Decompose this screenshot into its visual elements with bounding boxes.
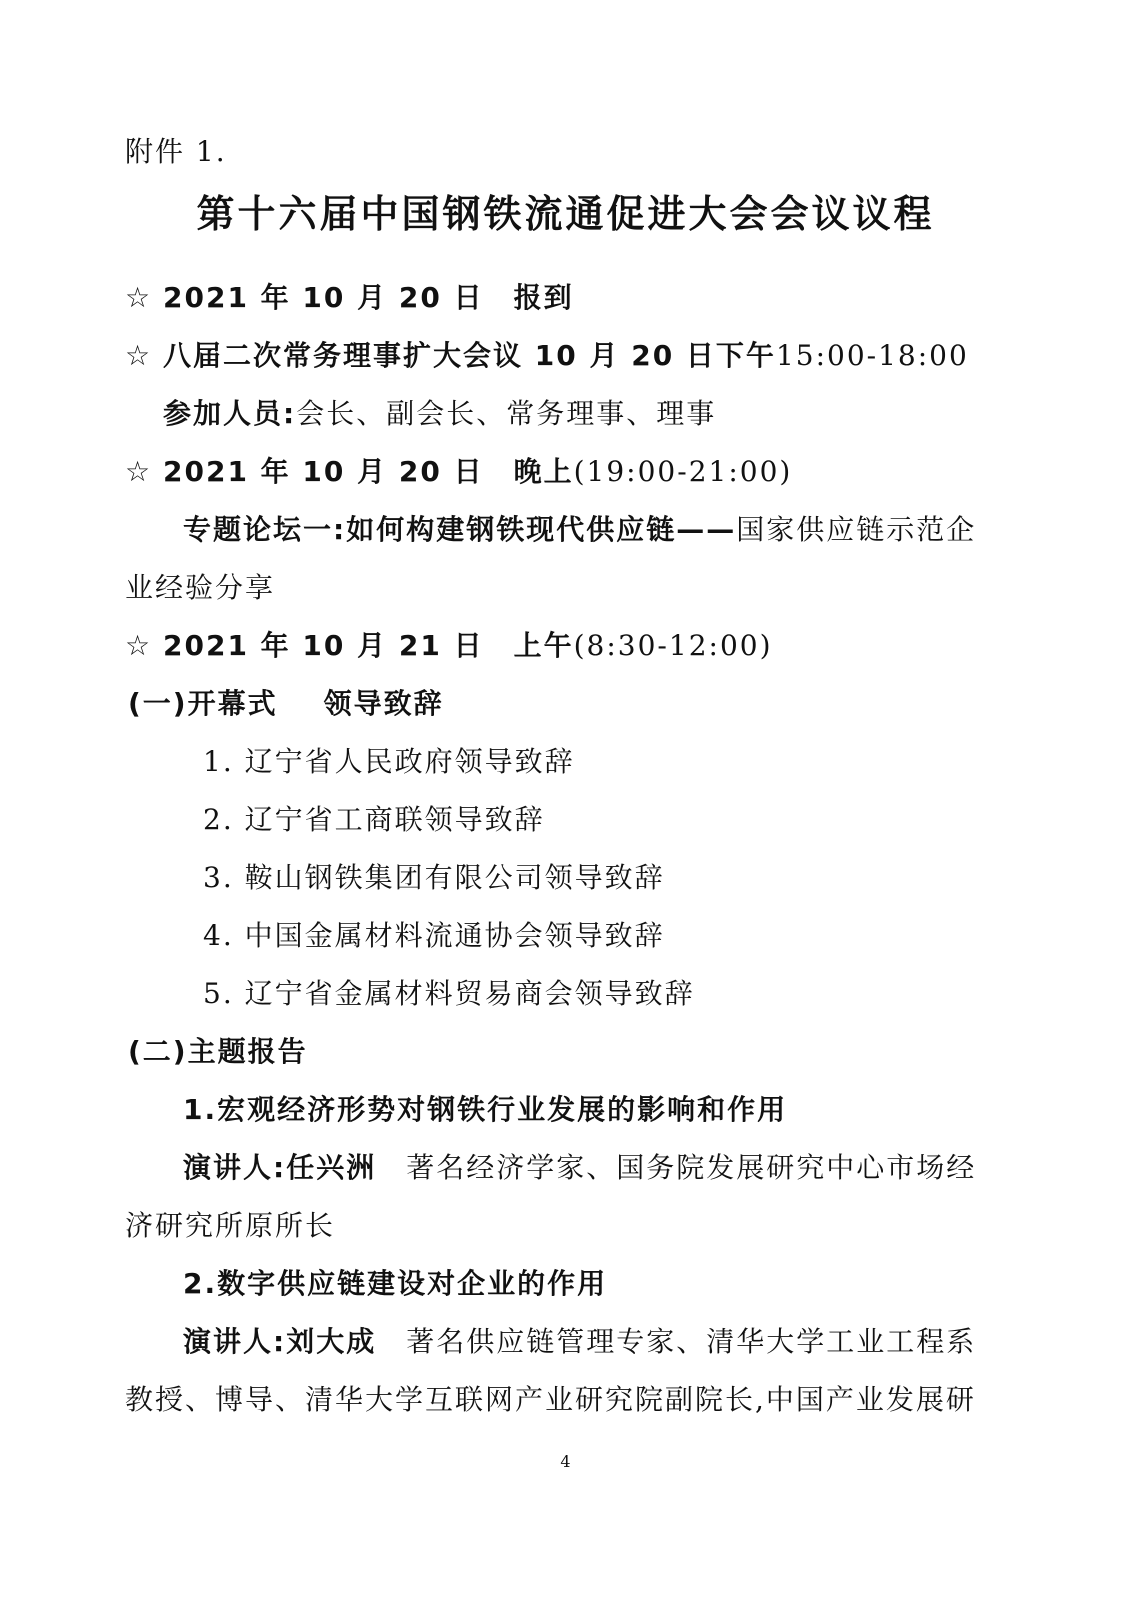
star-icon: ☆ — [125, 339, 153, 372]
board-participants: 参加人员:会长、副会长、常务理事、理事 — [163, 397, 717, 430]
report-speaker-1: 演讲人:任兴洲 著名经济学家、国务院发展研究中心市场经 — [183, 1151, 977, 1184]
list-item: 5. 辽宁省金属材料贸易商会领导致辞 — [203, 977, 695, 1010]
list-item: 4. 中国金属材料流通协会领导致辞 — [203, 919, 665, 952]
agenda-item-board-meeting: ☆ 八届二次常务理事扩大会议 10 月 20 日下午15:00-18:00 — [125, 339, 969, 372]
page-number: 4 — [560, 1452, 571, 1471]
list-item: 2. 辽宁省工商联领导致辞 — [203, 803, 545, 836]
page-title: 第十六届中国钢铁流通促进大会会议议程 — [196, 192, 935, 236]
report-speaker-2: 演讲人:刘大成 著名供应链管理专家、清华大学工业工程系 — [183, 1325, 977, 1358]
report-title-1: 1.宏观经济形势对钢铁行业发展的影响和作用 — [183, 1093, 788, 1126]
star-icon: ☆ — [125, 629, 153, 662]
report-speaker-2-continued: 教授、博导、清华大学互联网产业研究院副院长,中国产业发展研 — [125, 1383, 976, 1416]
forum-title-continued: 业经验分享 — [125, 571, 276, 604]
report-speaker-1-continued: 济研究所原所长 — [125, 1209, 336, 1242]
list-item: 1. 辽宁省人民政府领导致辞 — [203, 745, 575, 778]
reports-heading: (二)主题报告 — [128, 1035, 308, 1068]
list-item: 3. 鞍山钢铁集团有限公司领导致辞 — [203, 861, 665, 894]
opening-heading: (一)开幕式 领导致辞 — [128, 687, 444, 720]
agenda-item-evening: ☆ 2021 年 10 月 20 日 晚上(19:00-21:00) — [125, 455, 793, 488]
report-title-2: 2.数字供应链建设对企业的作用 — [183, 1267, 608, 1300]
star-icon: ☆ — [125, 281, 153, 314]
agenda-item-registration: ☆ 2021 年 10 月 20 日 报到 — [125, 281, 574, 314]
star-icon: ☆ — [125, 455, 153, 488]
agenda-item-morning: ☆ 2021 年 10 月 21 日 上午(8:30-12:00) — [125, 629, 773, 662]
attachment-label: 附件 1. — [125, 135, 227, 168]
forum-title: 专题论坛一:如何构建钢铁现代供应链——国家供应链示范企 — [183, 513, 977, 546]
